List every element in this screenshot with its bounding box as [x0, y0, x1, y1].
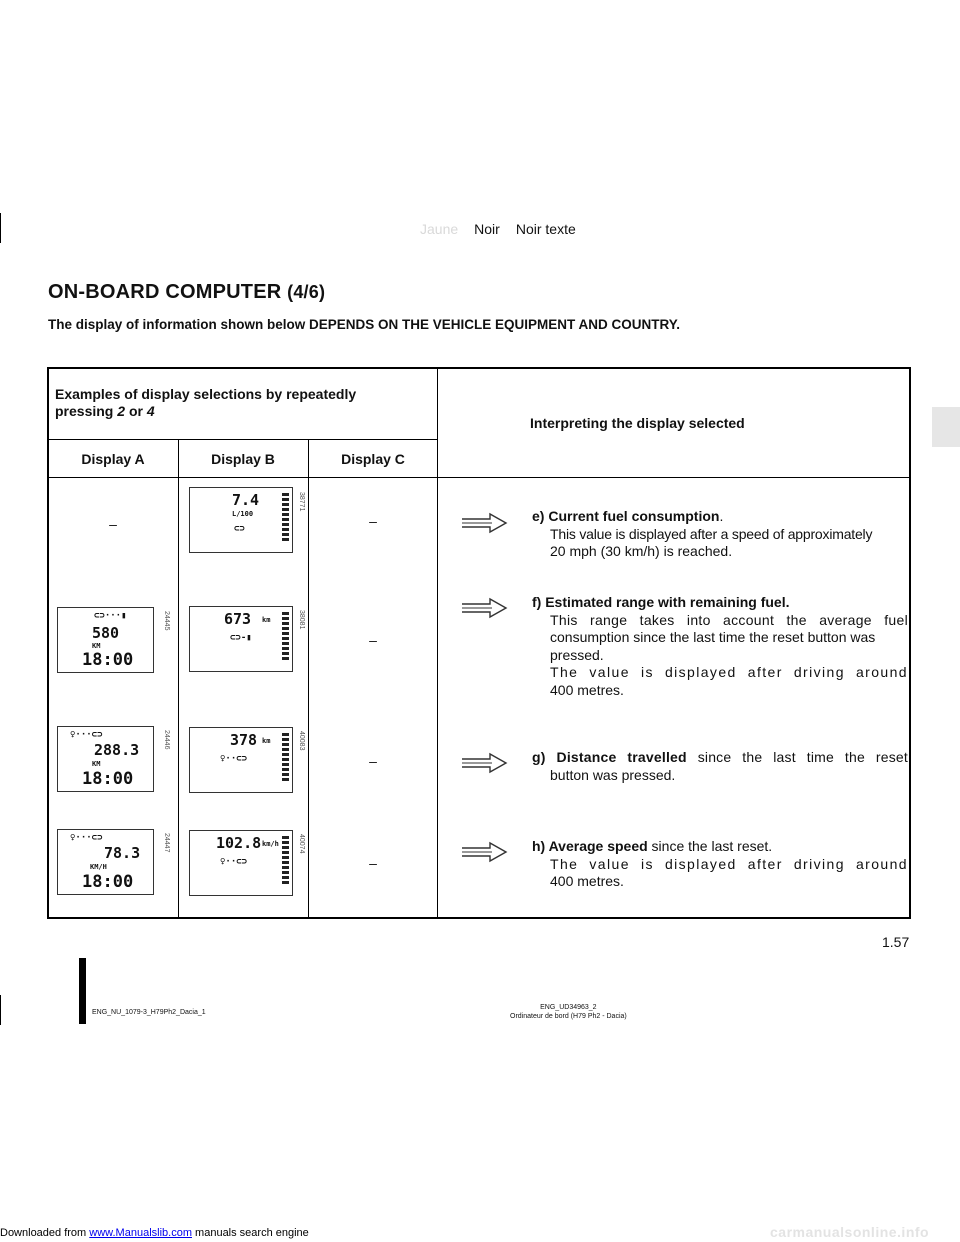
examples-header-pressing: pressing [55, 403, 114, 419]
page-number: 1.57 [882, 934, 910, 950]
col-header-display-c: Display C [341, 451, 405, 467]
page-title-main: ON-BOARD COMPUTER [48, 281, 282, 303]
color-mark-noir: Noir [474, 221, 500, 237]
lcd-time: 18:00 [82, 872, 134, 892]
entry-e [532, 508, 908, 561]
entry-h-line: The value is displayed after driving around [550, 855, 908, 872]
entry-f-line: The value is displayed after driving around [550, 664, 908, 680]
lcd-value: 288.3 [94, 741, 140, 759]
color-mark-jaune: Jaune [420, 221, 459, 237]
examples-header [55, 386, 425, 420]
lcd-value: 102.8 [216, 834, 262, 852]
entry-f-line: consumption since the last time the reset button was [550, 629, 876, 645]
no-display-dash: – [369, 753, 377, 769]
entry-h-lead-rest: since the last reset. [647, 838, 773, 854]
entry-g-first-line [532, 749, 908, 767]
entry-e-line: This value is displayed after a speed of approximately [550, 525, 873, 542]
key-car-icon: ♀···⊂⊃ [70, 833, 103, 843]
entry-g-line: button was pressed. [550, 766, 676, 783]
entry-f-line: 400 metres. [550, 681, 624, 698]
lcd-value: 580 [92, 624, 120, 642]
lcd-time: 18:00 [82, 769, 134, 789]
no-display-dash: – [369, 855, 377, 871]
lcd-value: 378 [230, 731, 258, 749]
color-mark-noir-texte: Noir texte [515, 221, 576, 237]
page-subtitle: The display of information shown below DEPENDS ON THE VEHICLE EQUIPMENT AND COUNTRY. [48, 317, 681, 332]
examples-header-line1: Examples of display selections by repeatedly [55, 386, 357, 402]
color-marks [420, 221, 592, 237]
page-title [48, 281, 325, 304]
lcd-unit: KM [92, 642, 101, 650]
entry-f [532, 594, 908, 699]
lcd-unit: KM [92, 760, 101, 768]
arrow-icon [460, 841, 508, 863]
divider [47, 477, 911, 478]
entry-g-lead-rest: since the last time the reset [686, 749, 908, 765]
no-display-dash: – [369, 513, 377, 529]
key-car-icon: ♀··⊂⊃ [220, 754, 248, 764]
footer-right-title: Ordinateur de bord (H79 Ph2 - Dacia) [510, 1013, 627, 1020]
black-tab-bar [79, 958, 86, 1024]
entry-e-line: 20 mph (30 km/h) is reached. [550, 543, 733, 559]
footer-right-code: ENG_UD34963_2 [540, 1004, 597, 1011]
lcd-time: 18:00 [82, 650, 134, 670]
lcd-unit: km/h [262, 840, 279, 848]
footer-left: ENG_NU_1079-3_H79Ph2_Dacia_1 [92, 1009, 206, 1016]
arrow-icon [460, 597, 508, 619]
entry-h-lead: h) Average speed [532, 838, 648, 854]
no-display-dash: – [369, 632, 377, 648]
divider [178, 439, 179, 919]
entry-f-lead: f) Estimated range with remaining fuel. [532, 594, 790, 610]
entry-h [532, 838, 908, 891]
divider [308, 439, 309, 919]
image-ref: 38771 [298, 492, 305, 512]
entry-f-line: This range takes into account the average fuel [550, 611, 908, 628]
image-ref: 40083 [298, 731, 305, 751]
manualslib-link[interactable]: www.Manualslib.com [89, 1227, 192, 1239]
key-2: 2 [117, 403, 126, 419]
image-ref: 40074 [298, 834, 305, 854]
lcd-value: 673 [224, 610, 252, 628]
crop-mark [0, 213, 1, 243]
fuel-gauge-icon [282, 733, 289, 783]
lcd-display-a-speed [57, 829, 154, 895]
entry-e-lead: e) Current fuel consumption [532, 508, 720, 524]
watermark: carmanualsonline.info [770, 1224, 930, 1240]
entry-e-lead-end: . [719, 508, 724, 524]
image-ref: 24446 [163, 730, 170, 750]
col-header-display-b: Display B [211, 451, 275, 467]
lcd-value: 78.3 [104, 844, 141, 862]
key-car-icon: ♀···⊂⊃ [70, 730, 103, 740]
lcd-display-b-consumption [189, 487, 293, 553]
interpret-header: Interpreting the display selected [530, 415, 745, 431]
image-ref: 24447 [163, 833, 170, 853]
arrow-icon [460, 752, 508, 774]
col-header-display-a: Display A [81, 451, 145, 467]
lcd-display-b-range [189, 606, 293, 672]
download-banner [0, 1227, 309, 1239]
examples-header-line2 [55, 403, 425, 420]
entry-f-line: pressed. [550, 646, 604, 663]
page-title-part: (4/6) [287, 282, 326, 302]
lcd-display-a-range [57, 607, 154, 673]
divider [47, 439, 438, 440]
fuel-gauge-icon [282, 836, 289, 886]
entry-g [532, 749, 908, 784]
lcd-display-b-distance [189, 727, 293, 793]
lcd-unit: km [262, 616, 271, 624]
lcd-display-b-speed [189, 830, 293, 896]
lcd-value: 7.4 [232, 491, 260, 509]
download-suffix: manuals search engine [195, 1227, 309, 1239]
download-prefix: Downloaded from [0, 1227, 87, 1239]
examples-header-or: or [128, 403, 143, 419]
lcd-display-a-distance [57, 726, 154, 792]
fuel-gauge-icon [282, 612, 289, 662]
fuel-gauge-icon [282, 493, 289, 543]
entry-h-line: 400 metres. [550, 873, 624, 889]
image-ref: 24445 [163, 611, 170, 631]
arrow-icon [460, 512, 508, 534]
car-fuel-icon: ⊂⊃-▮ [230, 633, 252, 643]
lcd-unit: L/100 [232, 510, 254, 518]
lcd-unit: KM/H [90, 863, 107, 871]
no-display-dash: – [109, 516, 117, 532]
key-4: 4 [146, 403, 155, 419]
car-fuel-icon: ⊂⊃···▮ [94, 611, 127, 621]
footer-right [510, 1003, 627, 1021]
car-icon: ⊂⊃ [234, 524, 245, 534]
key-car-icon: ♀··⊂⊃ [220, 857, 248, 867]
image-ref: 38081 [298, 610, 305, 630]
entry-g-lead: g) Distance travelled [532, 749, 687, 765]
lcd-unit: km [262, 737, 271, 745]
crop-mark [0, 995, 1, 1025]
crop-mark [932, 407, 960, 447]
